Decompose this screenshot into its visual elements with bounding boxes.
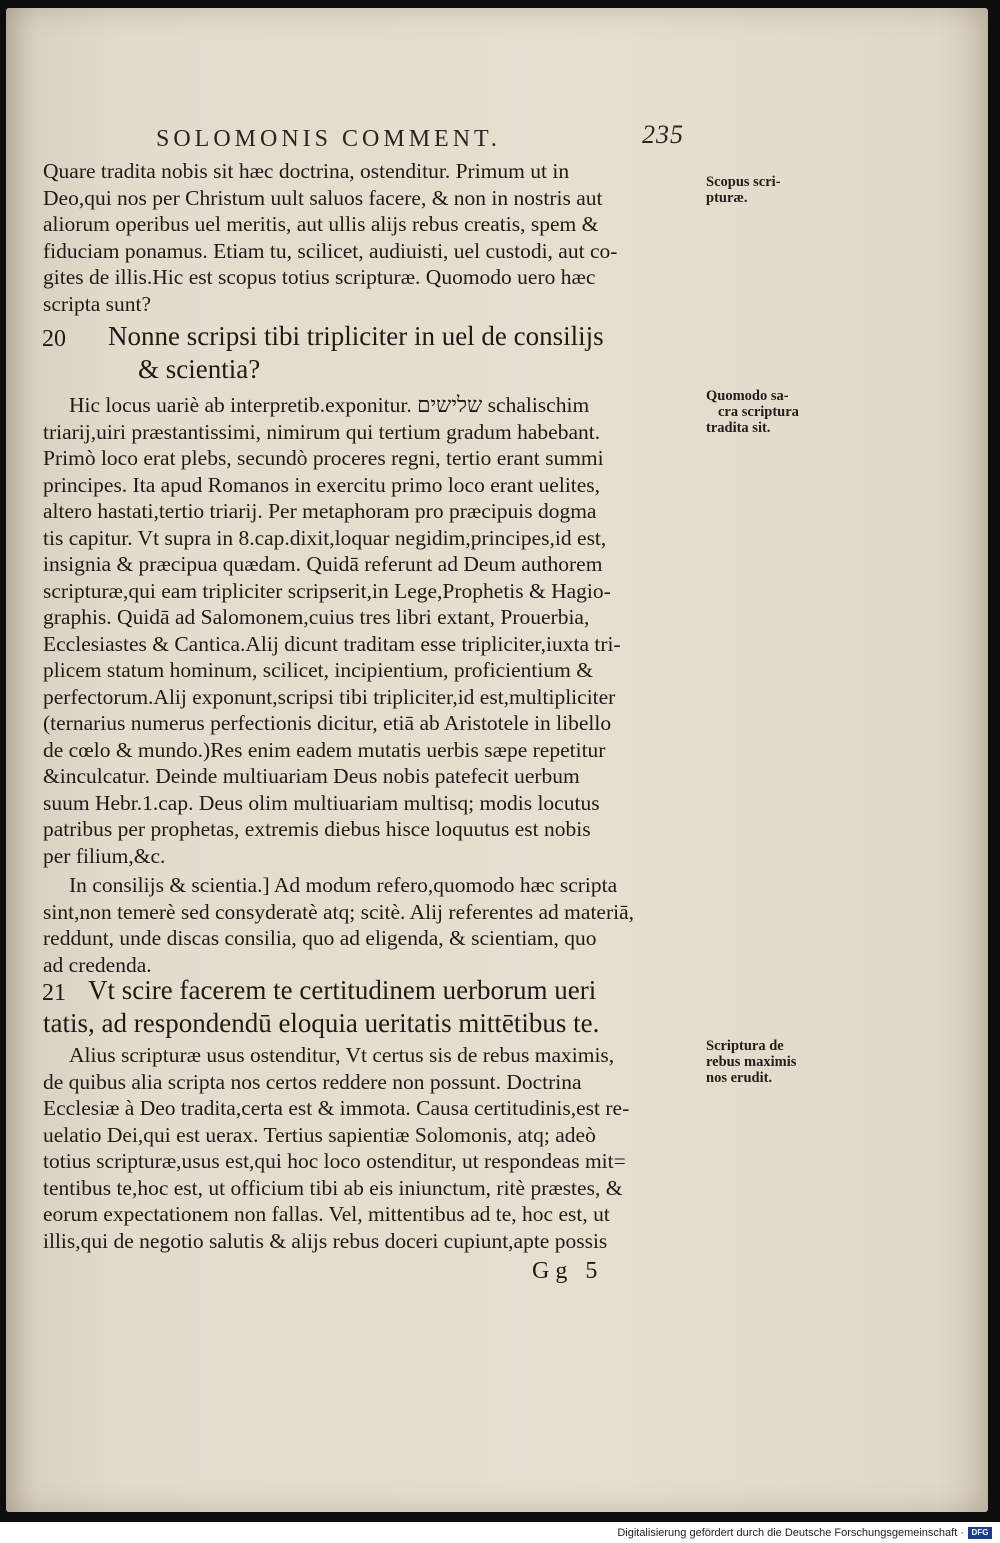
book-page (6, 8, 988, 1512)
text-line: per filium,&c. (43, 843, 166, 868)
text-line: Deo,qui nos per Christum uult saluos facere, & non in nostris aut (43, 185, 603, 210)
margin-note-line: cra scriptura (718, 404, 799, 420)
text-line: Hic locus uariè ab interpretib.exponitur. שלישים schalischim (69, 393, 590, 417)
margin-note-line: Scriptura de (706, 1038, 784, 1054)
text-line: patribus per prophetas, extremis diebus hisce loquutus est nobis (43, 817, 591, 841)
text-line: &inculcatur. Deinde multiuariam Deus nobis patefecit uerbum (43, 764, 580, 788)
margin-note-quomodo (706, 388, 836, 436)
footer-bar (0, 1524, 1000, 1543)
text-line: (ternarius numerus perfectionis dicitur, etiā ab Aristotele in libello (43, 711, 612, 735)
text-line: Ecclesiastes & Cantica.Alij dicunt traditam esse tripliciter,iuxta tri- (43, 631, 621, 656)
text-line: graphis. Quidā ad Salomonem,cuius tres libri extant, Prouerbia, (43, 605, 590, 629)
text-line: reddunt, unde discas consilia, quo ad eligenda, & scientiam, quo (43, 926, 597, 950)
text-line: scripta sunt? (43, 291, 152, 316)
verse-number-20: 20 (42, 326, 66, 352)
verse-20 (108, 320, 768, 386)
text-line: de cœlo & mundo.)Res enim eadem mutatis uerbis sæpe repetitur (43, 737, 606, 762)
text-line: aliorum operibus uel meritis, aut ullis alijs rebus creatis, spem & (43, 212, 599, 236)
margin-note-scopus (706, 174, 836, 206)
margin-note-line: nos erudit. (706, 1070, 773, 1086)
text-line: uelatio Dei,qui est uerax. Tertius sapientiæ Solomonis, atq; adeò (43, 1122, 596, 1147)
verse-line: Vt scire facerem te certitudinem uerborum ueri (88, 975, 597, 1005)
verse-line: tatis, ad respondendū eloquia ueritatis mittētibus te. (43, 1008, 600, 1038)
text-line: Ecclesiæ à Deo tradita,certa est & immota. Causa certitudinis,est re- (43, 1096, 630, 1120)
margin-note-line: Quomodo sa- (706, 388, 789, 404)
paragraph-1 (43, 158, 703, 317)
text-line: illis,qui de negotio salutis & alijs rebus doceri cupiunt,apte possis (43, 1228, 608, 1253)
paragraph-4 (43, 1042, 703, 1254)
text-line: ad credenda. (43, 952, 152, 977)
text-line: Alius scripturæ usus ostenditur, Vt certus sis de rebus maximis, (69, 1043, 615, 1067)
text-line: eorum expectationem non fallas. Vel, mittentibus ad te, hoc est, ut (43, 1202, 610, 1226)
running-head (156, 120, 716, 153)
paragraph-3 (43, 872, 703, 978)
running-title: SOLOMONIS COMMENT. (156, 126, 501, 152)
catchword: Gg 5 (532, 1258, 604, 1284)
text-line: suum Hebr.1.cap. Deus olim multiuariam multisq; modis locutus (43, 790, 600, 815)
page-number: 235 (642, 120, 684, 149)
margin-note-line: tradita sit. (706, 420, 771, 436)
text-line: Quare tradita nobis sit hæc doctrina, ostenditur. Primum ut in (43, 159, 570, 183)
text-line: sint,non temerè sed consyderatè atq; scitè. Alij referentes ad materiā, (43, 899, 635, 924)
text-line: tis capitur. Vt supra in 8.cap.dixit,loquar negidim,principes,id est, (43, 525, 607, 550)
margin-note-line: Scopus scri- (706, 174, 781, 190)
verse-number-21: 21 (42, 980, 66, 1006)
text-line: plicem statum hominum, scilicet, incipientium, proficientium & (43, 658, 593, 682)
verse-line: Nonne scripsi tibi tripliciter in uel de consilijs (108, 321, 604, 351)
text-line: tentibus te,hoc est, ut officium tibi ab eis iniunctum, ritè præstes, & (43, 1175, 623, 1200)
text-line: perfectorum.Alij exponunt,scripsi tibi tripliciter,id est,multipliciter (43, 684, 616, 709)
text-line: principes. Ita apud Romanos in exercitu primo loco erant uelites, (43, 472, 601, 497)
margin-note-line: rebus maximis (706, 1054, 797, 1070)
dfg-logo-icon: DFG (968, 1527, 992, 1539)
text-line: gites de illis.Hic est scopus totius scripturæ. Quomodo uero hæc (43, 265, 596, 289)
text-line: insignia & præcipua quædam. Quidā referunt ad Deum authorem (43, 552, 603, 576)
text-line: totius scripturæ,usus est,qui hoc loco ostenditur, ut respondeas mit= (43, 1149, 626, 1173)
text-line: altero hastati,tertio triarij. Per metaphoram pro præcipuis dogma (43, 499, 597, 523)
funding-credit: Digitalisierung gefördert durch die Deutsche Forschungsgemeinschaft · (617, 1527, 964, 1539)
paragraph-2 (43, 392, 703, 869)
text-line: de quibus alia scripta nos certos reddere non possunt. Doctrina (43, 1069, 582, 1094)
margin-note-line: pturæ. (706, 190, 748, 206)
margin-note-scriptura (706, 1038, 836, 1086)
text-line: fiduciam ponamus. Etiam tu, scilicet, audiuisti, uel custodi, aut co- (43, 238, 618, 263)
text-line: scripturæ,qui eam tripliciter scripserit,in Lege,Prophetis & Hagio- (43, 578, 611, 603)
text-line: Primò loco erat plebs, secundò proceres regni, tertio erant summi (43, 446, 604, 470)
verse-line: & scientia? (138, 354, 261, 384)
text-line: triarij,uiri præstantissimi, nimirum qui tertium gradum habebant. (43, 419, 601, 444)
text-line: In consilijs & scientia.] Ad modum refero,quomodo hæc scripta (69, 873, 618, 897)
